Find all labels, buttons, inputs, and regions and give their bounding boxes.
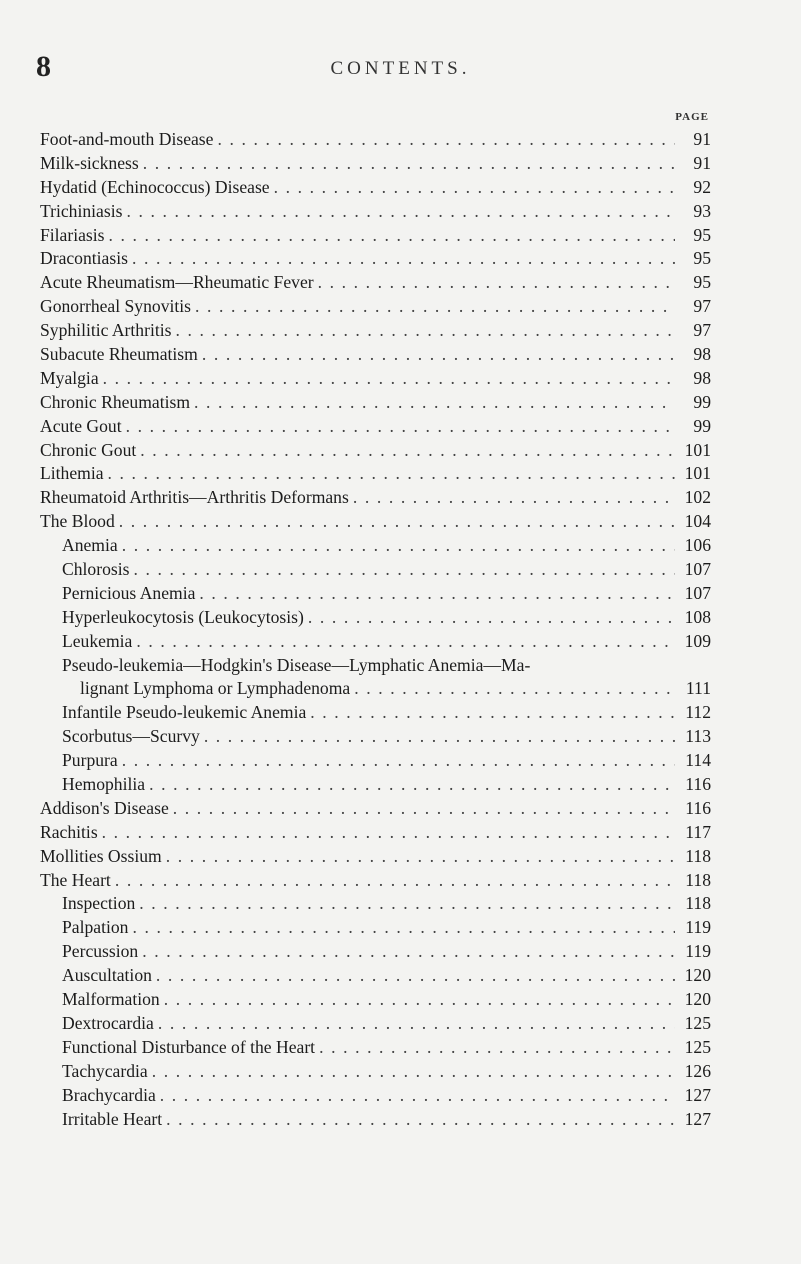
toc-entry: [40, 582, 711, 606]
toc-entry-page: 109: [684, 630, 711, 651]
toc-entry-page: 119: [685, 941, 711, 962]
dot-leader: [99, 367, 675, 391]
toc-entry-page: 118: [685, 845, 711, 866]
toc-entry-page: 119: [685, 917, 711, 938]
toc-entry-title: Hydatid (Echinococcus) Disease: [40, 176, 270, 197]
table-of-contents: [40, 128, 711, 1131]
toc-entry: [40, 510, 711, 534]
toc-entry: [40, 869, 711, 893]
toc-entry-title: Hemophilia: [62, 774, 146, 795]
dot-leader: [315, 1036, 675, 1060]
toc-entry: [40, 1060, 711, 1084]
toc-entry-title: Milk-sickness: [40, 152, 139, 173]
toc-entry-title: Trichiniasis: [40, 200, 123, 221]
toc-entry-title: Filariasis: [40, 224, 105, 245]
toc-entry-title: Palpation: [62, 917, 129, 938]
toc-entry-title: Functional Disturbance of the Heart: [62, 1036, 316, 1057]
toc-entry-page: 92: [693, 176, 711, 197]
dot-leader: [213, 128, 675, 152]
toc-entry: [40, 1108, 711, 1132]
toc-entry-title: Syphilitic Arthritis: [40, 320, 172, 341]
toc-entry: [40, 797, 711, 821]
dot-leader: [195, 582, 675, 606]
dot-leader: [104, 462, 675, 486]
toc-entry-title: Lithemia: [40, 463, 104, 484]
toc-entry-title: Rachitis: [40, 821, 98, 842]
toc-entry-title: Chlorosis: [62, 559, 130, 580]
toc-entry: [40, 295, 711, 319]
toc-entry-page: 99: [693, 391, 711, 412]
toc-entry-page: 118: [685, 893, 711, 914]
dot-leader: [122, 415, 675, 439]
toc-entry-page: 127: [684, 1108, 711, 1129]
toc-entry: [40, 916, 711, 940]
toc-entry: [40, 1084, 711, 1108]
page-number: 8: [36, 50, 51, 83]
toc-entry-title: lignant Lymphoma or Lymphadenoma: [80, 678, 351, 699]
toc-entry: [40, 439, 711, 463]
toc-entry-page: 108: [684, 606, 711, 627]
toc-entry-page: 93: [693, 200, 711, 221]
toc-entry: [40, 988, 711, 1012]
toc-entry-page: 98: [693, 344, 711, 364]
toc-entry-title: Inspection: [62, 893, 136, 914]
toc-entry-page: 116: [685, 797, 711, 818]
toc-entry-title: Hyperleukocytosis (Leukocytosis): [62, 606, 304, 627]
dot-leader: [128, 247, 675, 271]
toc-entry-page: 113: [685, 726, 711, 747]
running-head: CONTENTS.: [330, 58, 471, 79]
page-column-label: PAGE: [675, 111, 709, 123]
toc-entry: [40, 606, 711, 630]
toc-entry-page: 114: [685, 750, 711, 771]
toc-entry-title: Mollities Ossium: [40, 845, 162, 866]
dot-leader: [122, 200, 675, 224]
toc-entry: [40, 152, 711, 176]
toc-entry: [40, 367, 711, 391]
toc-entry-page: 98: [693, 367, 711, 388]
dot-leader: [105, 224, 675, 248]
toc-entry-page: 127: [684, 1084, 711, 1105]
toc-entry-title: The Blood: [40, 511, 115, 532]
toc-entry: [40, 415, 711, 439]
toc-entry: [40, 725, 711, 749]
toc-entry-title: Acute Gout: [40, 415, 122, 436]
toc-entry: [40, 940, 711, 964]
toc-entry: [40, 654, 711, 678]
toc-entry-title: Pseudo-leukemia—Hodgkin's Disease—Lymphatic Anemia—Ma-: [62, 654, 531, 675]
toc-entry-title: Tachycardia: [62, 1060, 148, 1081]
toc-entry-page: 111: [685, 678, 711, 699]
toc-entry-page: 118: [685, 869, 711, 890]
dot-leader: [349, 486, 675, 510]
dot-leader: [171, 319, 675, 343]
dot-leader: [111, 869, 675, 893]
dot-leader: [136, 439, 675, 463]
toc-entry-title: Pernicious Anemia: [62, 582, 196, 603]
toc-entry: [40, 845, 711, 869]
toc-entry-page: 120: [684, 965, 711, 986]
toc-entry-page: 126: [684, 1060, 711, 1081]
toc-entry: [40, 271, 711, 295]
dot-leader: [132, 630, 675, 654]
toc-entry: [40, 486, 711, 510]
toc-entry-title: Infantile Pseudo-leukemic Anemia: [62, 702, 307, 723]
toc-entry-title: Auscultation: [62, 965, 152, 986]
toc-entry-title: Gonorrheal Synovitis: [40, 296, 191, 317]
dot-leader: [200, 725, 675, 749]
dot-leader: [160, 988, 675, 1012]
dot-leader: [128, 916, 675, 940]
toc-entry-title: Brachycardia: [62, 1084, 156, 1105]
toc-entry-page: 107: [684, 559, 711, 580]
dot-leader: [191, 295, 675, 319]
dot-leader: [169, 797, 675, 821]
toc-entry-title: Purpura: [62, 750, 118, 771]
toc-entry-page: 125: [684, 1036, 711, 1057]
toc-entry-page: 117: [685, 821, 711, 842]
toc-entry-title: Rheumatoid Arthritis—Arthritis Deformans: [40, 487, 349, 508]
dot-leader: [115, 510, 675, 534]
toc-entry: [40, 1012, 711, 1036]
toc-entry: [40, 677, 711, 701]
dot-leader: [162, 1108, 675, 1132]
dot-leader: [98, 821, 675, 845]
toc-entry-page: 120: [684, 989, 711, 1010]
toc-entry: [40, 128, 711, 152]
toc-entry: [40, 319, 711, 343]
toc-entry-page: 95: [693, 272, 711, 293]
toc-entry-page: 104: [684, 511, 711, 532]
toc-entry: [40, 176, 711, 200]
toc-entry-title: Foot-and-mouth Disease: [40, 128, 214, 149]
toc-entry: [40, 1036, 711, 1060]
dot-leader: [314, 271, 675, 295]
toc-entry-title: Chronic Rheumatism: [40, 391, 191, 412]
toc-entry-title: Scorbutus—Scurvy: [62, 726, 200, 747]
dot-leader: [270, 176, 675, 200]
dot-leader: [139, 152, 675, 176]
toc-entry-title: The Heart: [40, 869, 111, 890]
toc-entry-page: 102: [684, 487, 711, 508]
toc-entry: [40, 630, 711, 654]
toc-entry: [40, 749, 711, 773]
toc-entry-title: Subacute Rheumatism: [40, 344, 198, 364]
toc-entry: [40, 462, 711, 486]
toc-entry-page: 101: [684, 463, 711, 484]
toc-entry-title: Myalgia: [40, 367, 99, 388]
toc-entry-title: Leukemia: [62, 630, 133, 651]
dot-leader: [190, 391, 675, 415]
toc-entry-page: 116: [685, 774, 711, 795]
dot-leader: [304, 606, 675, 630]
toc-entry-page: 99: [693, 415, 711, 436]
toc-entry: [40, 773, 711, 797]
dot-leader: [118, 749, 675, 773]
toc-entry-title: Dextrocardia: [62, 1012, 154, 1033]
dot-leader: [138, 940, 675, 964]
toc-entry-title: Percussion: [62, 941, 139, 962]
toc-entry: [40, 343, 711, 367]
toc-entry-page: 112: [685, 702, 711, 723]
dot-leader: [148, 1060, 675, 1084]
toc-entry: [40, 821, 711, 845]
dot-leader: [152, 964, 675, 988]
toc-entry-title: Anemia: [62, 535, 118, 556]
toc-entry-title: Addison's Disease: [40, 797, 169, 818]
toc-entry-page: 97: [693, 296, 711, 317]
toc-entry-page: 125: [684, 1012, 711, 1033]
toc-entry-page: 91: [693, 152, 711, 173]
toc-entry: [40, 224, 711, 248]
dot-leader: [145, 773, 675, 797]
toc-entry-page: 95: [693, 248, 711, 269]
dot-leader: [306, 701, 675, 725]
toc-entry: [40, 558, 711, 582]
toc-entry-page: 106: [684, 535, 711, 556]
dot-leader: [135, 892, 675, 916]
toc-entry-title: Chronic Gout: [40, 439, 137, 460]
toc-entry-title: Acute Rheumatism—Rheumatic Fever: [40, 272, 314, 293]
toc-entry: [40, 534, 711, 558]
toc-entry-title: Dracontiasis: [40, 248, 128, 269]
toc-entry-page: 101: [684, 439, 711, 460]
dot-leader: [162, 845, 675, 869]
dot-leader: [154, 1012, 675, 1036]
toc-entry: [40, 964, 711, 988]
dot-leader: [198, 343, 675, 367]
toc-entry: [40, 701, 711, 725]
dot-leader: [118, 534, 675, 558]
toc-entry-page: 91: [693, 128, 711, 149]
toc-entry-title: Irritable Heart: [62, 1108, 163, 1129]
dot-leader: [350, 677, 675, 701]
toc-entry: [40, 247, 711, 271]
toc-entry: [40, 893, 711, 917]
toc-entry-page: 97: [693, 320, 711, 341]
dot-leader: [156, 1084, 675, 1108]
toc-entry-page: 107: [684, 582, 711, 603]
toc-entry: [40, 200, 711, 224]
toc-entry-title: Malformation: [62, 989, 160, 1010]
dot-leader: [129, 558, 675, 582]
toc-entry: [40, 391, 711, 415]
toc-entry-page: 95: [693, 224, 711, 245]
